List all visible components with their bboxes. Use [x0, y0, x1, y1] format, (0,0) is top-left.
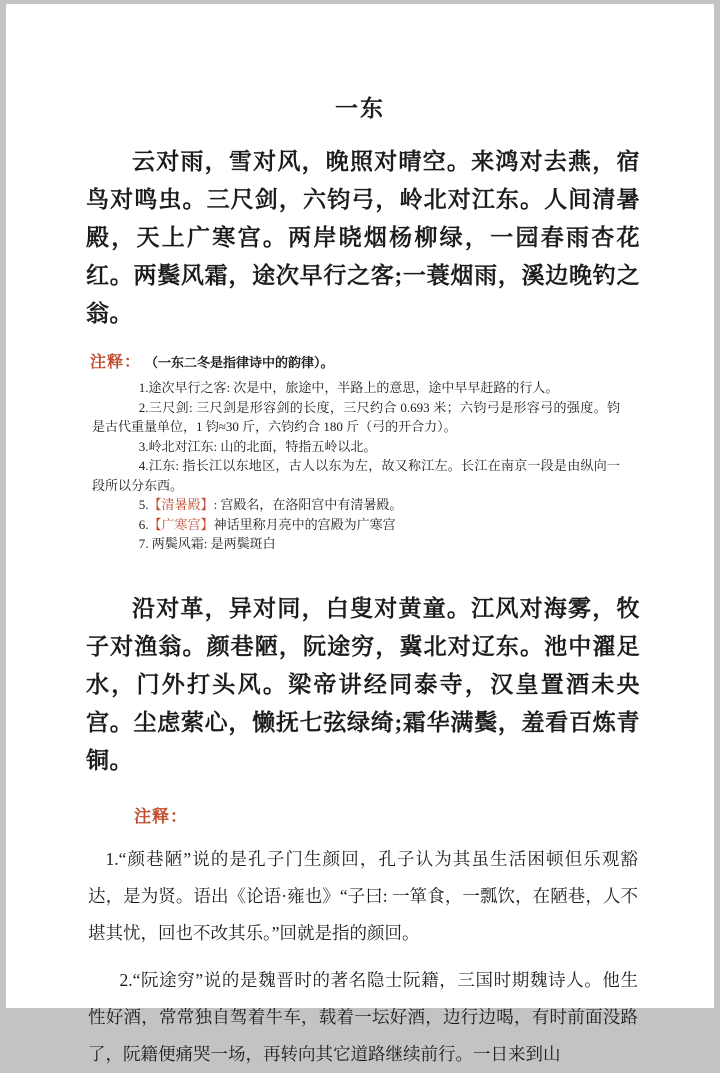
note-item-ruantuqiong: 2.“阮途穷”说的是魏晋时的著名隐士阮籍，三国时期魏诗人。他生性好酒，常常独自驾着牛车，载着一坛好酒，边行边喝，有时前面没路了，阮籍便痛哭一场，再转向其它道路继续前行。一日来到山 — [88, 969, 638, 1064]
notes-list-2 — [88, 841, 638, 1073]
note-item-3 — [92, 437, 620, 457]
note-text: 神话里称月亮中的宫殿为广寒宫 — [213, 516, 396, 532]
notes-heading-2 — [134, 802, 714, 827]
note-item-6 — [92, 515, 620, 535]
notes-label-1: 注释： — [90, 354, 142, 371]
notes-label-2: 注释： — [134, 806, 188, 826]
note-item-5 — [92, 495, 620, 515]
page-title: 一东 — [335, 96, 385, 121]
poem-section-2: 沿对革，异对同，白叟对黄童。江风对海雾，牧子对渔翁。颜巷陋，阮途穷，冀北对辽东。池中濯足水，门外打头风。梁帝讲经同泰寺，汉皇置酒未央宫。尘虑萦心，懒抚七弦绿绮;霜华满鬓，羞看百炼青铜。 — [86, 595, 640, 773]
note-item-7 — [92, 534, 620, 554]
notes-list-1 — [92, 378, 620, 554]
note-item-1 — [92, 378, 620, 398]
poem-section-1: 云对雨，雪对风，晚照对晴空。来鸿对去燕，宿鸟对鸣虫。三尺剑，六钧弓，岭北对江东。人间清暑殿，天上广寒宫。两岸晓烟杨柳绿，一园春雨杏花红。两鬓风霜，途次早行之客;一蓑烟雨，溪边晚钓之翁。 — [86, 149, 640, 326]
note-text: 7. 两鬓风霜: 是两鬓斑白 — [138, 536, 276, 551]
note-text: 1.途次早行之客: 次是中，旅途中，半路上的意思，途中早早赶路的行人。 — [138, 380, 559, 395]
note-item-4 — [92, 456, 620, 495]
note-highlight: 【广寒宫】 — [148, 516, 214, 532]
note-text: 2.三尺剑: 三尺剑是形容剑的长度，三尺约合 0.693 米；六钧弓是形容弓的强度。钧是古代重量单位，1 钧≈30 斤，六钧约合 180 斤（弓的开合力）。 — [92, 399, 620, 434]
notes-intro-1: （一东二冬是指律诗中的韵律）。 — [145, 355, 334, 370]
note-text: 6. — [138, 516, 149, 532]
notes-heading-1 — [90, 349, 640, 372]
note-text: : 宫殿名，在洛阳宫中有清暑殿。 — [213, 497, 403, 512]
note-item-2 — [92, 398, 620, 437]
note-text: 3.岭北对江东: 山的北面，特指五岭以北。 — [138, 438, 377, 454]
note-text: 5. — [138, 497, 149, 512]
note-item-yanxianglou: 1.“颜巷陋”说的是孔子门生颜回，孔子认为其虽生活困顿但乐观豁达，是为贤。语出《论语·雍也》“子曰: 一箪食，一瓢饮，在陋巷，人不堪其忧，回也不改其乐。”回就是指的颜回。 — [88, 848, 638, 943]
note-text: 4.江东: 指长江以东地区，古人以东为左，故又称江左。长江在南京一段是由纵向一段所以分东西。 — [92, 458, 620, 493]
document-page — [6, 4, 714, 1064]
note-highlight: 【清暑殿】 — [148, 497, 214, 512]
